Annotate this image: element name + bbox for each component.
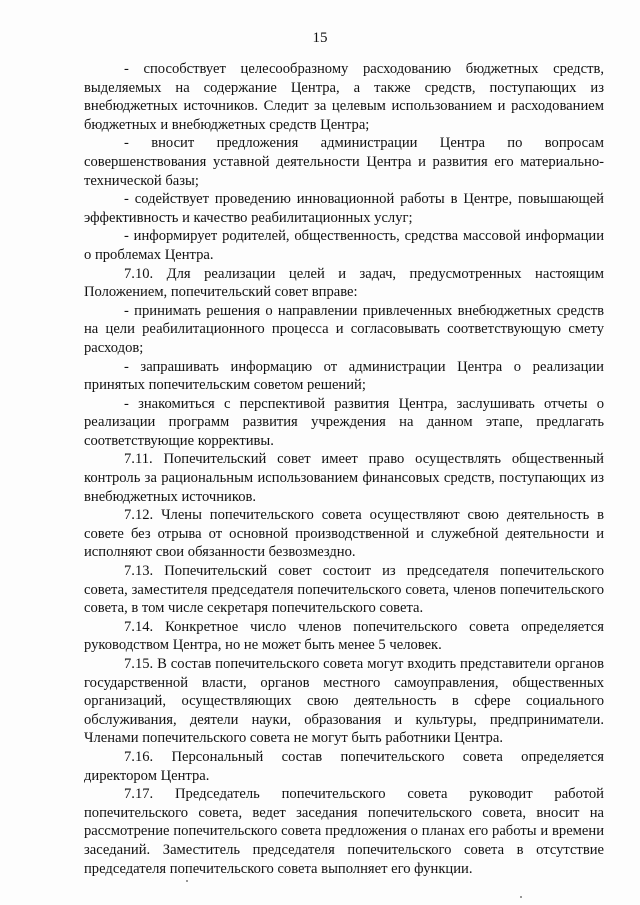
paragraph-development: - знакомиться с перспективой развития Центра, заслушивать отчеты о реализации программ развития учреждения на данном этапе, предлагать соответствующие коррективы. — [84, 395, 604, 449]
paragraph-innovation: - содействует проведению инновационной работы в Центре, повышающей эффективность и качество реабилитационных услуг; — [84, 191, 604, 226]
paragraph-decisions: - принимать решения о направлении привлеченных внебюджетных средств на цели реабилитационного процесса и согласовывать соответствующую смету расходов; — [84, 302, 604, 356]
paragraph-7-10: 7.10. Для реализации целей и задач, предусмотренных настоящим Положением, попечительский совет вправе: — [84, 265, 604, 301]
paragraph-informs: - информирует родителей, общественность, средства массовой информации о проблемах Центра. — [84, 228, 604, 263]
scan-speck — [520, 896, 522, 898]
paragraph-7-14: 7.14. Конкретное число членов попечительского совета определяется руководством Центра, но не может быть менее 5 человек. — [84, 618, 604, 654]
paragraph-7-15: 7.15. В состав попечительского совета могут входить представители органов государственной власти, органов местного самоуправления, общественных организаций, осуществляющих свою деятельность в сфере социального обслуживания, деятели науки, образования и культуры, предприниматели. Членами попечительского совета не могут быть работники Центра. — [84, 656, 604, 747]
page-number: 15 — [312, 30, 328, 46]
paragraph-proposals: - вносит предложения администрации Центра по вопросам совершенствования уставной деятельности Центра и развития его материально-технической базы; — [84, 135, 604, 189]
paragraph-7-11: 7.11. Попечительский совет имеет право осуществлять общественный контроль за рациональным использованием финансовых средств, поступающих из внебюджетных источников. — [84, 451, 604, 505]
scan-speck — [186, 880, 188, 882]
paragraph-7-17: 7.17. Председатель попечительского совета руководит работой попечительского совета, ведет заседания попечительского совета, вносит на рассмотрение попечительского совета предложения о планах его работы и времени заседаний. Заместитель председателя попечительского совета в отсутствие председателя попечительского совета выполняет его функции. — [84, 786, 604, 877]
paragraph-budget-funds: - способствует целесообразному расходованию бюджетных средств, выделяемых на содержание Центра, а также средств, поступающих из внебюджетных источников. Следит за целевым использованием и расходованием бюджетных и внебюджетных средств Центра; — [84, 61, 604, 133]
document-body — [84, 60, 604, 878]
paragraph-7-16: 7.16. Персональный состав попечительского совета определяется директором Центра. — [84, 748, 604, 784]
paragraph-7-13: 7.13. Попечительский совет состоит из председателя попечительского совета, заместителя председателя попечительского совета, членов попечительского совета, в том числе секретаря попечительского совета. — [84, 563, 604, 617]
paragraph-7-12: 7.12. Члены попечительского совета осуществляют свою деятельность в совете без отрыва от основной производственной и служебной деятельности и исполняют свои обязанности безвозмездно. — [84, 507, 604, 561]
paragraph-request-info: - запрашивать информацию от администрации Центра о реализации принятых попечительским советом решений; — [84, 358, 604, 394]
